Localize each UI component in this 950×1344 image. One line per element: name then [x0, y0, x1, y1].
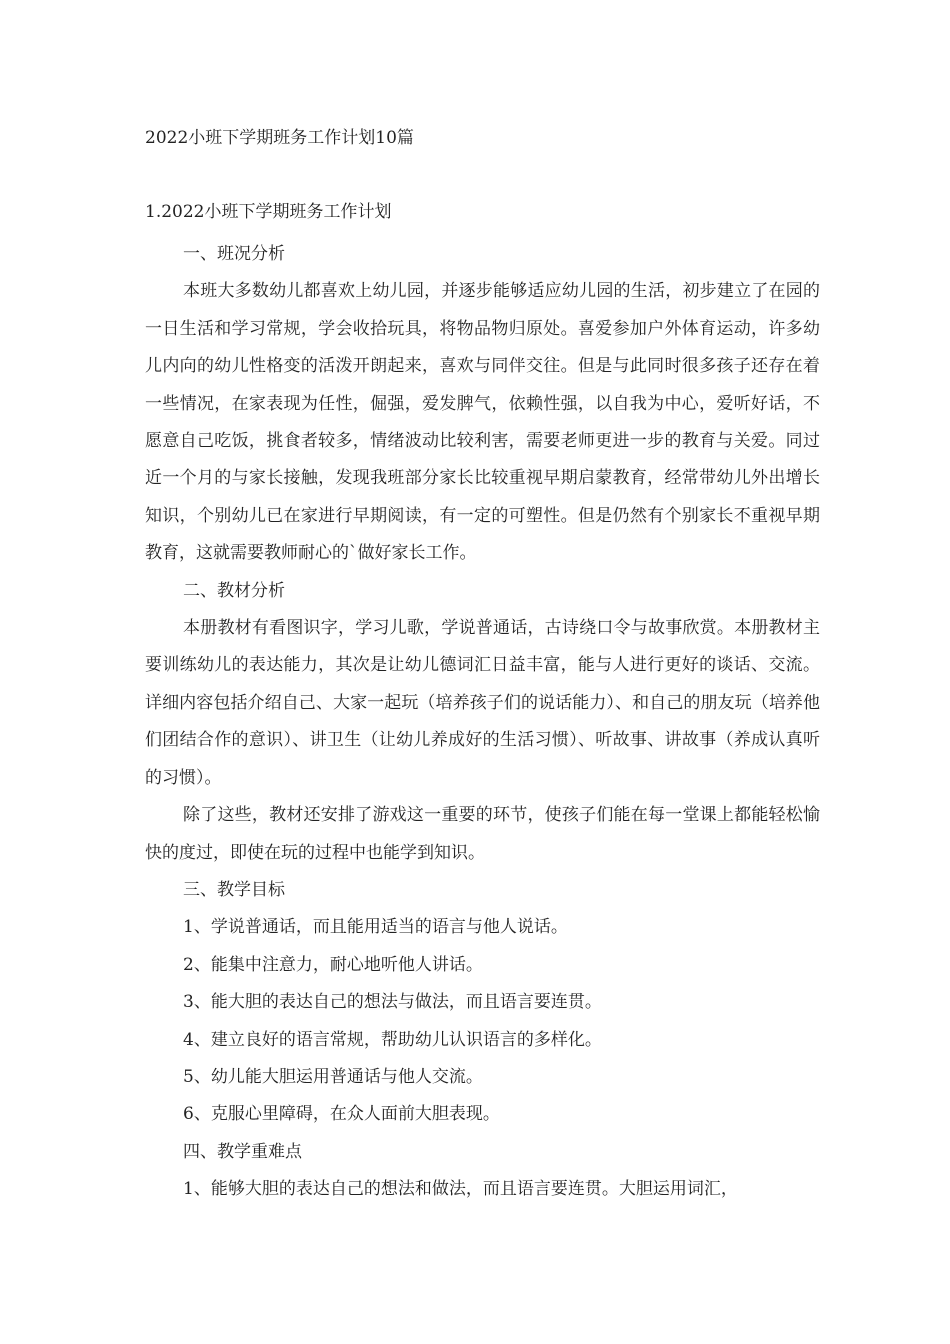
- goal-item: 4、建立良好的语言常规，帮助幼儿认识语言的多样化。: [183, 1029, 602, 1050]
- goal-item: 3、能大胆的表达自己的想法与做法，而且语言要连贯。: [183, 992, 602, 1013]
- heading-class-analysis: 一、班况分析: [183, 244, 285, 264]
- heading-teaching-goals: 三、教学目标: [183, 879, 285, 900]
- heading-key-difficulties: 四、教学重难点: [183, 1141, 302, 1162]
- goal-item: 6、克服心里障碍，在众人面前大胆表现。: [183, 1104, 500, 1125]
- document-body: [145, 236, 820, 1209]
- difficulty-item: 1、能够大胆的表达自己的想法和做法，而且语言要连贯。大胆运用词汇，: [183, 1179, 738, 1200]
- goal-item: 5、幼儿能大胆运用普通话与他人交流。: [183, 1066, 483, 1087]
- paragraph-material-analysis: 本册教材有看图识字，学习儿歌，学说普通话，古诗绕口令与故事欣赏。本册教材主要训练幼儿的表达能力，其次是让幼儿德词汇日益丰富，能与人进行更好的谈话、交流。详细内容包括介绍自己、大家一起玩（培养孩子们的说话能力）、和自己的朋友玩（培养他们团结合作的意识）、讲卫生（让幼儿养成好的生活习惯）、听故事、讲故事（养成认真听的习惯）。: [145, 618, 820, 788]
- section-title: 1.2022小班下学期班务工作计划: [145, 202, 392, 222]
- goal-item: 2、能集中注意力，耐心地听他人讲话。: [183, 954, 483, 975]
- heading-material-analysis: 二、教材分析: [183, 580, 285, 601]
- paragraph-class-analysis: 本班大多数幼儿都喜欢上幼儿园，并逐步能够适应幼儿园的生活，初步建立了在园的一日生活和学习常规，学会收拾玩具，将物品物归原处。喜爱参加户外体育运动，许多幼儿内向的幼儿性格变的活泼开朗起来，喜欢与同伴交往。但是与此同时很多孩子还存在着一些情况，在家表现为任性，倔强，爱发脾气，依赖性强，以自我为中心，爱听好话，不愿意自己吃饭，挑食者较多，情绪波动比较利害，需要老师更进一步的教育与关爱。同过近一个月的与家长接触，发现我班部分家长比较重视早期启蒙教育，经常带幼儿外出增长知识，个别幼儿已在家进行早期阅读，有一定的可塑性。但是仍然有个别家长不重视早期教育，这就需要教师耐心的`做好家长工作。: [145, 281, 820, 564]
- paragraph-games: 除了这些，教材还安排了游戏这一重要的环节，使孩子们能在每一堂课上都能轻松愉快的度过，即使在玩的过程中也能学到知识。: [145, 805, 820, 863]
- document-title: 2022小班下学期班务工作计划10篇: [145, 128, 414, 148]
- goal-item: 1、学说普通话，而且能用适当的语言与他人说话。: [183, 917, 568, 938]
